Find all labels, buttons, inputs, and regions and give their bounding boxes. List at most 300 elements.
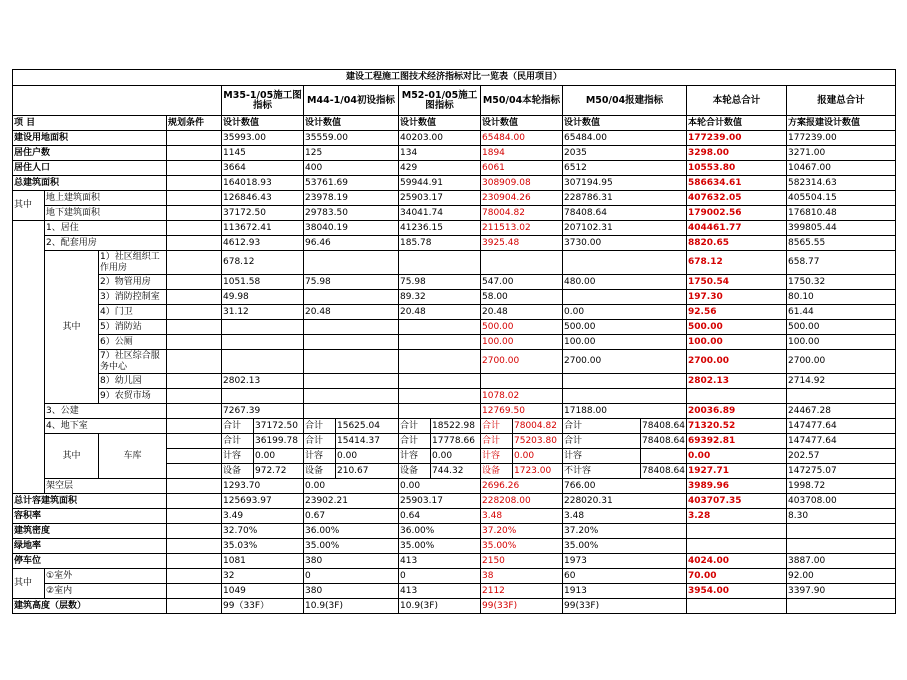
table-cell: 合计 bbox=[563, 434, 641, 449]
table-cell: 0.00 bbox=[563, 305, 687, 320]
table-cell: 车库 bbox=[99, 434, 167, 479]
table-cell: 其中 bbox=[13, 191, 45, 221]
table-cell: 1049 bbox=[222, 584, 304, 599]
table-cell: 计容 bbox=[222, 449, 254, 464]
empty-cell bbox=[167, 404, 222, 419]
table-cell: 70.00 bbox=[687, 569, 787, 584]
table-row bbox=[13, 335, 896, 350]
table-cell: 113672.41 bbox=[222, 221, 304, 236]
empty-cell bbox=[167, 176, 222, 191]
empty-cell bbox=[167, 419, 222, 434]
table-cell: 20036.89 bbox=[687, 404, 787, 419]
table-cell: 176810.48 bbox=[787, 206, 896, 221]
empty-cell bbox=[13, 320, 45, 335]
empty-cell bbox=[13, 221, 45, 236]
table-cell: 25903.17 bbox=[399, 191, 481, 206]
empty-cell bbox=[13, 335, 45, 350]
empty-cell bbox=[167, 191, 222, 206]
empty-cell bbox=[399, 389, 481, 404]
col-total: 本轮总合计 bbox=[687, 86, 787, 116]
table-cell: 58.00 bbox=[481, 290, 563, 305]
table-cell: 125693.97 bbox=[222, 494, 304, 509]
table-cell: 设计数值 bbox=[563, 116, 687, 131]
table-cell: 2714.92 bbox=[787, 374, 896, 389]
table-cell: 3、公建 bbox=[45, 404, 167, 419]
table-cell: 1973 bbox=[563, 554, 687, 569]
table-cell: 37.20% bbox=[481, 524, 563, 539]
table-row bbox=[13, 494, 896, 509]
table-cell: 计容 bbox=[304, 449, 336, 464]
empty-cell bbox=[304, 251, 399, 275]
empty-cell bbox=[167, 335, 222, 350]
table-row bbox=[13, 404, 896, 419]
table-cell: 3730.00 bbox=[563, 236, 687, 251]
empty-cell bbox=[13, 389, 45, 404]
empty-cell bbox=[787, 539, 896, 554]
col-m50a: M50/04本轮指标 bbox=[481, 86, 563, 116]
table-cell: 1293.70 bbox=[222, 479, 304, 494]
table-cell: 1750.54 bbox=[687, 275, 787, 290]
table-cell: 78004.82 bbox=[481, 206, 563, 221]
empty-cell bbox=[687, 539, 787, 554]
table-cell: 36.00% bbox=[304, 524, 399, 539]
empty-cell bbox=[222, 320, 304, 335]
table-cell: 建筑高度（层数） bbox=[13, 599, 167, 614]
table-cell: 20.48 bbox=[399, 305, 481, 320]
empty-cell bbox=[167, 494, 222, 509]
table-cell: 2112 bbox=[481, 584, 563, 599]
table-cell: 4024.00 bbox=[687, 554, 787, 569]
table-cell: 49.98 bbox=[222, 290, 304, 305]
table-cell: 202.57 bbox=[787, 449, 896, 464]
empty-cell bbox=[13, 419, 45, 434]
table-cell: 41236.15 bbox=[399, 221, 481, 236]
table-cell: 其中 bbox=[45, 251, 99, 404]
empty-cell bbox=[687, 389, 787, 404]
table-cell: 658.77 bbox=[787, 251, 896, 275]
table-cell: 125 bbox=[304, 146, 399, 161]
empty-cell bbox=[13, 464, 45, 479]
empty-cell bbox=[13, 86, 222, 116]
table-row bbox=[13, 554, 896, 569]
table-cell: 1078.02 bbox=[481, 389, 563, 404]
table-cell: 3397.90 bbox=[787, 584, 896, 599]
table-cell: 8.30 bbox=[787, 509, 896, 524]
table-cell: 4612.93 bbox=[222, 236, 304, 251]
col-m35: M35-1/05施工图指标 bbox=[222, 86, 304, 116]
table-cell: 0.64 bbox=[399, 509, 481, 524]
table-cell: 设备 bbox=[222, 464, 254, 479]
table-row bbox=[13, 221, 896, 236]
table-cell: 20.48 bbox=[304, 305, 399, 320]
table-cell: 8820.65 bbox=[687, 236, 787, 251]
table-cell: 建筑密度 bbox=[13, 524, 167, 539]
table-cell: 99(33F) bbox=[563, 599, 687, 614]
table-cell: 合计 bbox=[304, 434, 336, 449]
table-row bbox=[13, 70, 896, 86]
table-cell: 1051.58 bbox=[222, 275, 304, 290]
table-cell: 总计容建筑面积 bbox=[13, 494, 167, 509]
table-cell: 134 bbox=[399, 146, 481, 161]
table-cell: 0 bbox=[399, 569, 481, 584]
empty-cell bbox=[481, 374, 563, 389]
empty-cell bbox=[399, 320, 481, 335]
table-cell: 197.30 bbox=[687, 290, 787, 305]
table-cell: 547.00 bbox=[481, 275, 563, 290]
table-cell: 32.70% bbox=[222, 524, 304, 539]
empty-cell bbox=[167, 320, 222, 335]
table-cell: 36199.78 bbox=[254, 434, 304, 449]
table-cell: 2035 bbox=[563, 146, 687, 161]
empty-cell bbox=[167, 524, 222, 539]
table-cell: 185.78 bbox=[399, 236, 481, 251]
table-title: 建设工程施工图技术经济指标对比一览表（民用项目） bbox=[13, 70, 896, 86]
table-cell: 其中 bbox=[45, 434, 99, 479]
table-cell: 403708.00 bbox=[787, 494, 896, 509]
table-cell: 0.00 bbox=[254, 449, 304, 464]
table-cell: 35.00% bbox=[304, 539, 399, 554]
empty-cell bbox=[563, 389, 687, 404]
table-cell: 设计数值 bbox=[399, 116, 481, 131]
table-cell: 126846.43 bbox=[222, 191, 304, 206]
table-cell: 10.9(3F) bbox=[304, 599, 399, 614]
empty-cell bbox=[167, 449, 222, 464]
table-cell: 147275.07 bbox=[787, 464, 896, 479]
table-row bbox=[13, 131, 896, 146]
table-cell: 35.00% bbox=[563, 539, 687, 554]
table-row bbox=[13, 191, 896, 206]
table-cell: 207102.31 bbox=[563, 221, 687, 236]
table-cell: 80.10 bbox=[787, 290, 896, 305]
table-cell: 307194.95 bbox=[563, 176, 687, 191]
empty-cell bbox=[13, 275, 45, 290]
empty-cell bbox=[13, 449, 45, 464]
table-cell: 34041.74 bbox=[399, 206, 481, 221]
table-cell: 架空层 bbox=[45, 479, 167, 494]
table-cell: 380 bbox=[304, 554, 399, 569]
header-item: 项 目 bbox=[13, 116, 167, 131]
table-cell: 3298.00 bbox=[687, 146, 787, 161]
table-cell: 100.00 bbox=[563, 335, 687, 350]
table-cell: 480.00 bbox=[563, 275, 687, 290]
table-row bbox=[13, 350, 896, 374]
table-cell: 17188.00 bbox=[563, 404, 687, 419]
table-cell: 78408.64 bbox=[641, 419, 687, 434]
table-cell: 15625.04 bbox=[336, 419, 399, 434]
table-cell: 3.28 bbox=[687, 509, 787, 524]
col-m44: M44-1/04初设指标 bbox=[304, 86, 399, 116]
table-cell: ②室内 bbox=[45, 584, 167, 599]
table-cell: 678.12 bbox=[687, 251, 787, 275]
table-cell: 65484.00 bbox=[563, 131, 687, 146]
table-row bbox=[13, 434, 896, 449]
table-cell: 地上建筑面积 bbox=[45, 191, 167, 206]
table-row bbox=[13, 236, 896, 251]
table-cell: 2802.13 bbox=[222, 374, 304, 389]
table-cell: 32 bbox=[222, 569, 304, 584]
table-cell: 35.03% bbox=[222, 539, 304, 554]
table-cell: 1750.32 bbox=[787, 275, 896, 290]
table-cell: 10553.80 bbox=[687, 161, 787, 176]
table-cell: 1081 bbox=[222, 554, 304, 569]
empty-cell bbox=[13, 251, 45, 275]
table-cell: 89.32 bbox=[399, 290, 481, 305]
table-cell: 31.12 bbox=[222, 305, 304, 320]
empty-cell bbox=[167, 389, 222, 404]
table-row bbox=[13, 161, 896, 176]
table-row bbox=[13, 374, 896, 389]
table-cell: 403707.35 bbox=[687, 494, 787, 509]
table-cell: 不计容 bbox=[563, 464, 641, 479]
table-cell: 0.00 bbox=[336, 449, 399, 464]
empty-cell bbox=[563, 290, 687, 305]
table-cell: 1894 bbox=[481, 146, 563, 161]
table-cell: 3.49 bbox=[222, 509, 304, 524]
table-cell: 500.00 bbox=[787, 320, 896, 335]
empty-cell bbox=[13, 350, 45, 374]
table-row bbox=[13, 419, 896, 434]
empty-cell bbox=[787, 389, 896, 404]
table-cell: 计容 bbox=[399, 449, 431, 464]
empty-cell bbox=[399, 374, 481, 389]
table-cell: 2、配套用房 bbox=[45, 236, 167, 251]
empty-cell bbox=[167, 131, 222, 146]
empty-cell bbox=[687, 524, 787, 539]
table-cell: 10.9(3F) bbox=[399, 599, 481, 614]
table-row bbox=[13, 206, 896, 221]
table-cell: 744.32 bbox=[431, 464, 481, 479]
table-cell: 3664 bbox=[222, 161, 304, 176]
empty-cell bbox=[304, 404, 399, 419]
table-cell: 399805.44 bbox=[787, 221, 896, 236]
table-cell: 12769.50 bbox=[481, 404, 563, 419]
table-cell: 413 bbox=[399, 584, 481, 599]
table-cell: 3989.96 bbox=[687, 479, 787, 494]
table-cell: 37172.50 bbox=[222, 206, 304, 221]
empty-cell bbox=[787, 524, 896, 539]
table-cell: 75.98 bbox=[399, 275, 481, 290]
table-cell: 413 bbox=[399, 554, 481, 569]
table-cell: 75.98 bbox=[304, 275, 399, 290]
table-cell: 35559.00 bbox=[304, 131, 399, 146]
empty-cell bbox=[167, 161, 222, 176]
table-cell: 35.00% bbox=[481, 539, 563, 554]
table-cell: 380 bbox=[304, 584, 399, 599]
table-cell: 400 bbox=[304, 161, 399, 176]
table-cell: 766.00 bbox=[563, 479, 687, 494]
table-cell: 407632.05 bbox=[687, 191, 787, 206]
table-row bbox=[13, 479, 896, 494]
table-cell: 17778.66 bbox=[431, 434, 481, 449]
empty-cell bbox=[167, 554, 222, 569]
table-cell: 0.00 bbox=[513, 449, 563, 464]
table-row bbox=[13, 524, 896, 539]
table-cell: 678.12 bbox=[222, 251, 304, 275]
table-row bbox=[13, 509, 896, 524]
empty-cell bbox=[687, 599, 787, 614]
empty-cell bbox=[399, 251, 481, 275]
table-row bbox=[13, 389, 896, 404]
table-cell: 2802.13 bbox=[687, 374, 787, 389]
empty-cell bbox=[167, 221, 222, 236]
table-cell: 164018.93 bbox=[222, 176, 304, 191]
indicator-table bbox=[12, 69, 896, 614]
table-cell: 设计数值 bbox=[481, 116, 563, 131]
table-cell: 7267.39 bbox=[222, 404, 304, 419]
empty-cell bbox=[13, 236, 45, 251]
table-cell: 居住户数 bbox=[13, 146, 167, 161]
table-cell: 404461.77 bbox=[687, 221, 787, 236]
table-cell: 1723.00 bbox=[513, 464, 563, 479]
table-row bbox=[13, 584, 896, 599]
empty-cell bbox=[304, 290, 399, 305]
table-cell: 3.48 bbox=[481, 509, 563, 524]
empty-cell bbox=[167, 584, 222, 599]
table-cell: 本轮合计数值 bbox=[687, 116, 787, 131]
table-cell: 15414.37 bbox=[336, 434, 399, 449]
empty-cell bbox=[13, 305, 45, 320]
table-cell: 78408.64 bbox=[563, 206, 687, 221]
table-cell: 25903.17 bbox=[399, 494, 481, 509]
table-cell: 合计 bbox=[481, 419, 513, 434]
table-cell: 500.00 bbox=[563, 320, 687, 335]
table-cell: 方案报建设计数值 bbox=[787, 116, 896, 131]
table-cell: 0.00 bbox=[687, 449, 787, 464]
table-cell: 177239.00 bbox=[787, 131, 896, 146]
empty-cell bbox=[167, 569, 222, 584]
empty-cell bbox=[167, 434, 222, 449]
table-cell: 92.00 bbox=[787, 569, 896, 584]
table-cell: 设备 bbox=[481, 464, 513, 479]
table-cell: 78408.64 bbox=[641, 434, 687, 449]
table-row bbox=[13, 116, 896, 131]
table-cell: 计容 bbox=[481, 449, 513, 464]
table-cell: 其中 bbox=[13, 569, 45, 599]
empty-cell bbox=[13, 290, 45, 305]
empty-cell bbox=[222, 389, 304, 404]
table-cell: 合计 bbox=[563, 419, 641, 434]
table-cell: 合计 bbox=[304, 419, 336, 434]
table-cell: 3925.48 bbox=[481, 236, 563, 251]
table-cell: 100.00 bbox=[787, 335, 896, 350]
table-cell: 18522.98 bbox=[431, 419, 481, 434]
table-cell: 37172.50 bbox=[254, 419, 304, 434]
table-cell: 3）消防控制室 bbox=[99, 290, 167, 305]
table-cell: 设备 bbox=[399, 464, 431, 479]
table-cell: 计容 bbox=[563, 449, 641, 464]
table-row bbox=[13, 539, 896, 554]
empty-cell bbox=[167, 374, 222, 389]
table-cell: 2700.00 bbox=[481, 350, 563, 374]
table-cell: 582314.63 bbox=[787, 176, 896, 191]
empty-cell bbox=[304, 335, 399, 350]
empty-cell bbox=[13, 404, 45, 419]
table-cell: 6）公厕 bbox=[99, 335, 167, 350]
table-cell: 211513.02 bbox=[481, 221, 563, 236]
table-cell: 37.20% bbox=[563, 524, 687, 539]
empty-cell bbox=[167, 251, 222, 275]
empty-cell bbox=[304, 320, 399, 335]
table-cell: 2150 bbox=[481, 554, 563, 569]
empty-cell bbox=[222, 335, 304, 350]
table-cell: 居住人口 bbox=[13, 161, 167, 176]
table-cell: 177239.00 bbox=[687, 131, 787, 146]
table-cell: 228208.00 bbox=[481, 494, 563, 509]
table-row bbox=[13, 569, 896, 584]
table-cell: 设计数值 bbox=[304, 116, 399, 131]
empty-cell bbox=[399, 335, 481, 350]
table-cell: 23978.19 bbox=[304, 191, 399, 206]
table-cell: 24467.28 bbox=[787, 404, 896, 419]
col-plan: 报建总合计 bbox=[787, 86, 896, 116]
table-cell: ①室外 bbox=[45, 569, 167, 584]
table-cell: 2696.26 bbox=[481, 479, 563, 494]
table-cell: 59944.91 bbox=[399, 176, 481, 191]
table-cell: 0.67 bbox=[304, 509, 399, 524]
empty-cell bbox=[167, 464, 222, 479]
table-cell: 4、地下室 bbox=[45, 419, 167, 434]
table-cell: 10467.00 bbox=[787, 161, 896, 176]
empty-cell bbox=[304, 374, 399, 389]
table-row bbox=[13, 146, 896, 161]
table-cell: 60 bbox=[563, 569, 687, 584]
table-cell: 29783.50 bbox=[304, 206, 399, 221]
table-cell: 8）幼儿园 bbox=[99, 374, 167, 389]
table-cell: 23902.21 bbox=[304, 494, 399, 509]
empty-cell bbox=[167, 599, 222, 614]
table-cell: 建设用地面积 bbox=[13, 131, 167, 146]
empty-cell bbox=[167, 236, 222, 251]
table-cell: 设备 bbox=[304, 464, 336, 479]
table-cell: 78408.64 bbox=[641, 464, 687, 479]
empty-cell bbox=[304, 389, 399, 404]
table-row bbox=[13, 275, 896, 290]
table-cell: 147477.64 bbox=[787, 419, 896, 434]
table-cell: 合计 bbox=[399, 434, 431, 449]
table-row bbox=[13, 290, 896, 305]
table-row bbox=[13, 86, 896, 116]
table-cell: 972.72 bbox=[254, 464, 304, 479]
empty-cell bbox=[399, 350, 481, 374]
table-row bbox=[13, 599, 896, 614]
empty-cell bbox=[563, 251, 687, 275]
table-cell: 586634.61 bbox=[687, 176, 787, 191]
table-cell: 0.00 bbox=[399, 479, 481, 494]
table-cell: 1998.72 bbox=[787, 479, 896, 494]
table-cell: 61.44 bbox=[787, 305, 896, 320]
empty-cell bbox=[399, 404, 481, 419]
table-cell: 设计数值 bbox=[222, 116, 304, 131]
table-cell: 38040.19 bbox=[304, 221, 399, 236]
table-cell: 230904.26 bbox=[481, 191, 563, 206]
table-cell: 20.48 bbox=[481, 305, 563, 320]
table-cell: 合计 bbox=[222, 419, 254, 434]
empty-cell bbox=[167, 275, 222, 290]
empty-cell bbox=[304, 350, 399, 374]
empty-cell bbox=[222, 350, 304, 374]
table-cell: 147477.64 bbox=[787, 434, 896, 449]
table-cell: 地下建筑面积 bbox=[45, 206, 167, 221]
table-cell: 35993.00 bbox=[222, 131, 304, 146]
empty-cell bbox=[563, 374, 687, 389]
table-cell: 4）门卫 bbox=[99, 305, 167, 320]
empty-cell bbox=[167, 290, 222, 305]
table-cell: 3887.00 bbox=[787, 554, 896, 569]
table-cell: 228020.31 bbox=[563, 494, 687, 509]
table-cell: 40203.00 bbox=[399, 131, 481, 146]
empty-cell bbox=[787, 599, 896, 614]
empty-cell bbox=[167, 539, 222, 554]
